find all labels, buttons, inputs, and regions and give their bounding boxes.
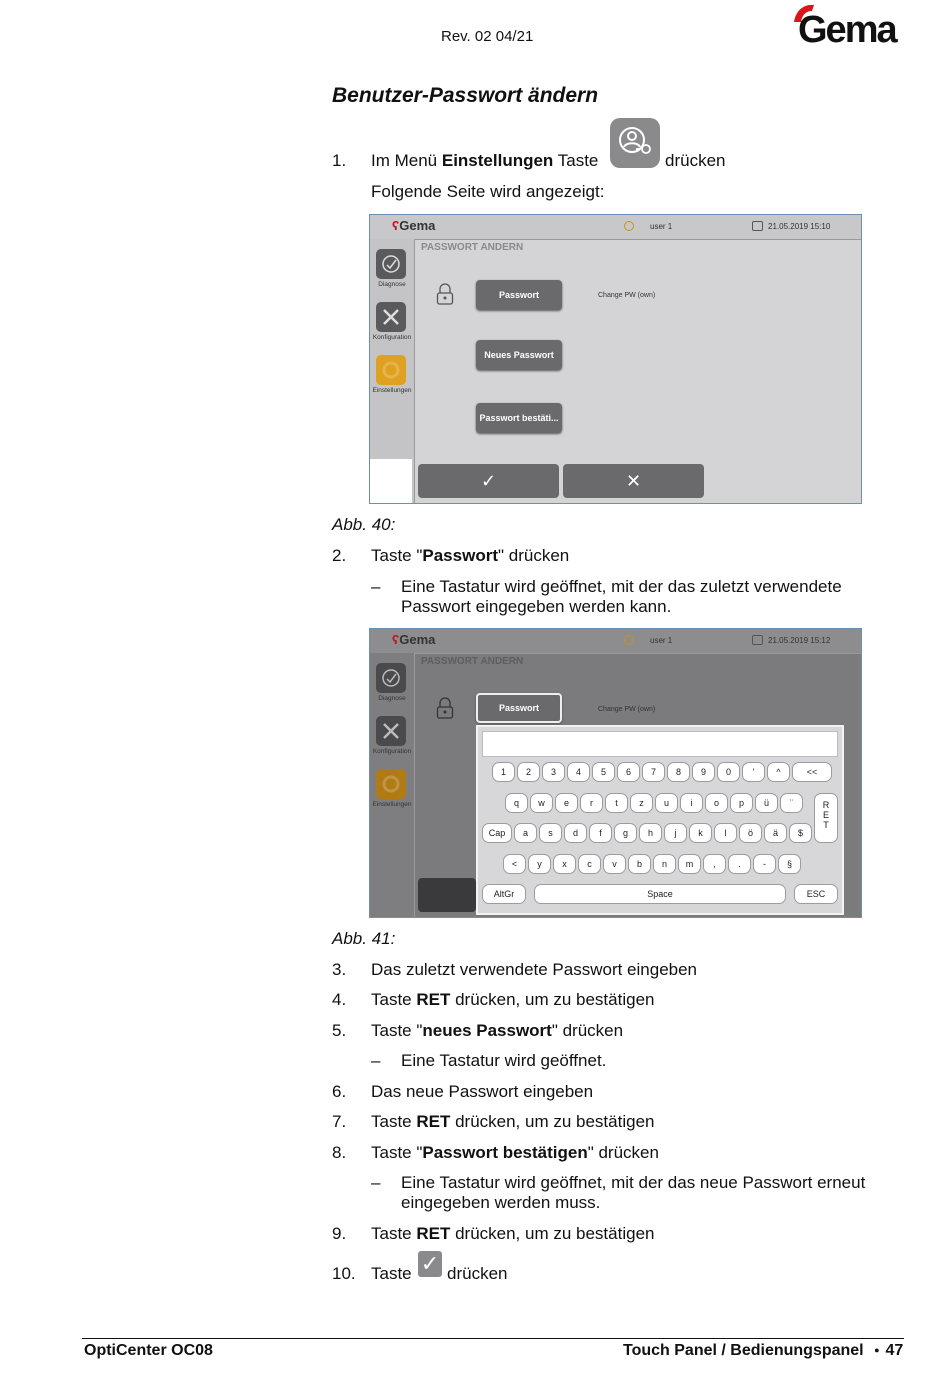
sidebar-label-diagnose: Diagnose: [378, 281, 406, 288]
step-7-text: Taste RET drücken, um zu bestätigen: [371, 1112, 655, 1131]
keyboard-key[interactable]: .: [728, 854, 751, 874]
keyboard-key[interactable]: w: [530, 793, 553, 813]
step-4-text: Taste RET drücken, um zu bestätigen: [371, 990, 655, 1009]
onscreen-keyboard: [476, 725, 844, 915]
ui-sidebar: [370, 239, 415, 503]
step-1-post: drücken: [665, 151, 726, 170]
step-2-sub-line1: Eine Tastatur wird geöffnet, mit der das zuletzt verwendete: [401, 577, 842, 596]
keyboard-key[interactable]: j: [664, 823, 687, 843]
keyboard-key[interactable]: r: [580, 793, 603, 813]
password-input[interactable]: [482, 731, 838, 757]
keyboard-key[interactable]: y: [528, 854, 551, 874]
keyboard-key[interactable]: g: [614, 823, 637, 843]
ui-heading: PASSWORT ANDERN: [421, 242, 524, 253]
keyboard-key[interactable]: ä: [764, 823, 787, 843]
step-1-text: Im Menü Einstellungen Taste: [371, 151, 599, 170]
step-number: 8.: [332, 1143, 347, 1162]
checkmark-icon: ✓: [418, 1251, 442, 1277]
ui-heading: PASSWORT ANDERN: [421, 656, 524, 667]
step-number: 9.: [332, 1224, 347, 1243]
passwort-button-active[interactable]: Passwort: [476, 693, 562, 723]
brand-text: Gema: [798, 9, 896, 48]
dash: –: [371, 577, 381, 596]
ret-key-letter: R: [822, 800, 830, 810]
keyboard-key[interactable]: 3: [542, 762, 565, 782]
keyboard-key[interactable]: n: [653, 854, 676, 874]
passwort-bestaetigen-button[interactable]: Passwort bestäti...: [476, 403, 562, 433]
step-10-pre: Taste: [371, 1264, 412, 1283]
keyboard-key[interactable]: 0: [717, 762, 740, 782]
ret-key-letter: E: [822, 810, 829, 820]
keyboard-key[interactable]: ¨: [780, 793, 803, 813]
sidebar-label-konfiguration: Konfiguration: [372, 334, 412, 341]
keyboard-key[interactable]: ^: [767, 762, 790, 782]
ui-user: user 1: [650, 222, 673, 231]
user-icon: [624, 635, 634, 645]
blank-area: [370, 459, 412, 503]
keyboard-key[interactable]: u: [655, 793, 678, 813]
step-number: 10.: [332, 1264, 356, 1283]
cancel-button[interactable]: ✕: [563, 464, 704, 498]
step-8-text: Taste "Passwort bestätigen" drücken: [371, 1143, 659, 1162]
step-number: 7.: [332, 1112, 347, 1131]
step-3-text: Das zuletzt verwendete Passwort eingeben: [371, 960, 698, 979]
keyboard-key[interactable]: o: [705, 793, 728, 813]
step-6-text: Das neue Passwort eingeben: [371, 1082, 594, 1101]
keyboard-key[interactable]: f: [589, 823, 612, 843]
revision-label: Rev. 02 04/21: [441, 28, 534, 45]
footer-section: Touch Panel / Bedienungspanel ● 47: [623, 1342, 904, 1359]
keyboard-key[interactable]: x: [553, 854, 576, 874]
einstellungen-button[interactable]: [376, 769, 406, 799]
screenshot-password-page: [369, 214, 862, 504]
footer-rule: [82, 1338, 904, 1339]
step-8-sub-line1: Eine Tastatur wird geöffnet, mit der das neue Passwort erneut: [401, 1173, 866, 1192]
keyboard-key[interactable]: z: [630, 793, 653, 813]
keyboard-key[interactable]: 2: [517, 762, 540, 782]
keyboard-key[interactable]: e: [555, 793, 578, 813]
user-icon: [624, 221, 634, 231]
keyboard-key[interactable]: ESC: [794, 884, 838, 904]
keyboard-key[interactable]: q: [505, 793, 528, 813]
ui-topbar: [370, 629, 861, 654]
keyboard-key[interactable]: p: [730, 793, 753, 813]
konfiguration-button[interactable]: [376, 302, 406, 332]
keyboard-key[interactable]: 1: [492, 762, 515, 782]
ret-key-letter: T: [823, 820, 829, 830]
keyboard-key[interactable]: $: [789, 823, 812, 843]
step-1-result: Folgende Seite wird angezeigt:: [371, 182, 605, 201]
user-settings-icon: [610, 118, 660, 168]
diagnose-button[interactable]: [376, 663, 406, 693]
calendar-icon: [752, 221, 763, 231]
sidebar-label-konfiguration: Konfiguration: [372, 748, 412, 755]
step-number: 6.: [332, 1082, 347, 1101]
keyboard-key[interactable]: 7: [642, 762, 665, 782]
keyboard-key[interactable]: v: [603, 854, 626, 874]
keyboard-key[interactable]: k: [689, 823, 712, 843]
ui-topbar: [370, 215, 861, 240]
keyboard-key[interactable]: d: [564, 823, 587, 843]
keyboard-key[interactable]: Space: [534, 884, 786, 904]
keyboard-key[interactable]: -: [753, 854, 776, 874]
step-number: 1.: [332, 151, 347, 170]
calendar-icon: [752, 635, 763, 645]
dash: –: [371, 1051, 381, 1070]
diagnose-button[interactable]: [376, 249, 406, 279]
ui-datetime: 21.05.2019 15:10: [768, 222, 831, 231]
keyboard-key[interactable]: ,: [703, 854, 726, 874]
keyboard-key[interactable]: 9: [692, 762, 715, 782]
einstellungen-button[interactable]: [376, 355, 406, 385]
lock-icon: [436, 283, 454, 305]
ok-button[interactable]: ✓: [418, 464, 559, 498]
ret-key[interactable]: [814, 793, 838, 843]
step-number: 3.: [332, 960, 347, 979]
screenshot-keyboard-page: [369, 628, 862, 918]
keyboard-key[interactable]: ': [742, 762, 765, 782]
step-2-text: Taste "Passwort" drücken: [371, 546, 570, 565]
section-title: Benutzer-Passwort ändern: [332, 84, 599, 107]
keyboard-key[interactable]: Cap: [482, 823, 512, 843]
step-8-sub-line2: eingegeben werden muss.: [401, 1193, 601, 1212]
neues-passwort-button[interactable]: Neues Passwort: [476, 340, 562, 370]
sidebar-label-diagnose: Diagnose: [378, 695, 406, 702]
keyboard-key[interactable]: t: [605, 793, 628, 813]
keyboard-key[interactable]: h: [639, 823, 662, 843]
step-5-sub: Eine Tastatur wird geöffnet.: [401, 1051, 607, 1070]
step-number: 2.: [332, 546, 347, 565]
change-pw-note: Change PW (own): [598, 706, 656, 713]
dash: –: [371, 1173, 381, 1192]
ui-datetime: 21.05.2019 15:12: [768, 636, 831, 645]
keyboard-key[interactable]: AltGr: [482, 884, 526, 904]
ui-brand: ʕGema: [392, 632, 436, 647]
passwort-button[interactable]: Passwort: [476, 280, 562, 310]
keyboard-key[interactable]: §: [778, 854, 801, 874]
keyboard-key[interactable]: 6: [617, 762, 640, 782]
keyboard-key[interactable]: c: [578, 854, 601, 874]
keyboard-key[interactable]: s: [539, 823, 562, 843]
keyboard-key[interactable]: <<: [792, 762, 832, 782]
sidebar-label-einstellungen: Einstellungen: [372, 387, 412, 394]
ui-sidebar: [370, 653, 415, 917]
keyboard-key[interactable]: <: [503, 854, 526, 874]
keyboard-key[interactable]: b: [628, 854, 651, 874]
konfiguration-button[interactable]: [376, 716, 406, 746]
step-number: 4.: [332, 990, 347, 1009]
footer-product: OptiCenter OC08: [84, 1342, 213, 1359]
gema-logo: [792, 2, 902, 48]
figure-caption-41: Abb. 41:: [332, 929, 396, 948]
lock-icon: [436, 697, 454, 719]
figure-caption-40: Abb. 40:: [332, 515, 396, 534]
change-pw-note: Change PW (own): [598, 292, 656, 299]
keyboard-key[interactable]: 5: [592, 762, 615, 782]
ui-user: user 1: [650, 636, 673, 645]
sidebar-label-einstellungen: Einstellungen: [372, 801, 412, 808]
step-2-sub-line2: Passwort eingegeben werden kann.: [401, 597, 672, 616]
step-number: 5.: [332, 1021, 347, 1040]
step-5-text: Taste "neues Passwort" drücken: [371, 1021, 624, 1040]
step-9-text: Taste RET drücken, um zu bestätigen: [371, 1224, 655, 1243]
keyboard-key[interactable]: ü: [755, 793, 778, 813]
keyboard-key[interactable]: m: [678, 854, 701, 874]
keyboard-key[interactable]: 4: [567, 762, 590, 782]
keyboard-key[interactable]: i: [680, 793, 703, 813]
keyboard-key[interactable]: ö: [739, 823, 762, 843]
keyboard-key[interactable]: l: [714, 823, 737, 843]
ok-button-dimmed[interactable]: [418, 878, 476, 912]
keyboard-key[interactable]: 8: [667, 762, 690, 782]
keyboard-key[interactable]: a: [514, 823, 537, 843]
step-10-post: drücken: [447, 1264, 508, 1283]
ui-brand: ʕGema: [392, 218, 436, 233]
